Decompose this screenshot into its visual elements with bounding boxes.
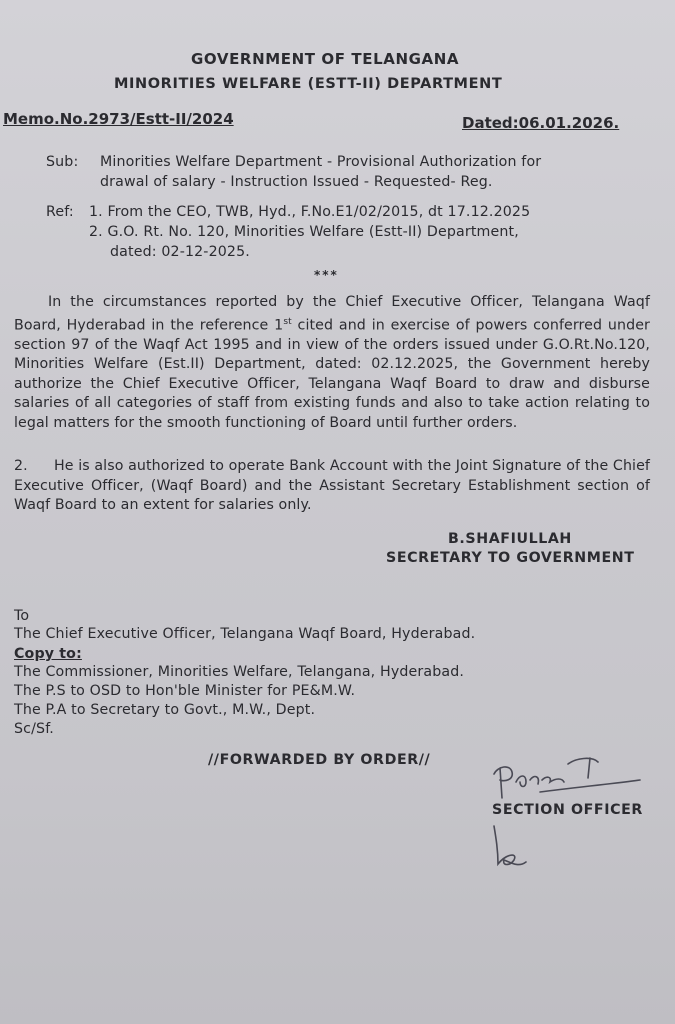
department-heading: MINORITIES WELFARE (ESTT-II) DEPARTMENT	[114, 76, 503, 92]
memo-date: Dated:06.01.2026.	[462, 114, 620, 132]
reference-2-line-2: dated: 02-12-2025.	[110, 244, 250, 260]
para1-text: In the circumstances reported by the Chief Executive Officer, Telangana Waqf Board, Hyderabad in the reference 1	[14, 294, 650, 334]
government-heading: GOVERNMENT OF TELANGANA	[191, 50, 460, 68]
subject-label: Sub:	[46, 154, 79, 170]
copy-recipient: Sc/Sf.	[14, 721, 54, 737]
to-label: To	[14, 608, 30, 624]
forwarded-by-order: //FORWARDED BY ORDER//	[208, 752, 431, 768]
memo-number: Memo.No.2973/Estt-II/2024	[3, 110, 234, 128]
copy-recipient: The Commissioner, Minorities Welfare, Telangana, Hyderabad.	[14, 664, 465, 680]
reference-label: Ref:	[46, 204, 74, 220]
para2-text: He is also authorized to operate Bank Account with the Joint Signature of the Chief Executive Officer, (Waqf Board) and the Assistant Secretary Establishment section of Waqf Board to an extent for salaries only.	[14, 458, 650, 513]
subject-line-1: Minorities Welfare Department - Provisional Authorization for	[100, 154, 542, 170]
copy-to-label: Copy to:	[14, 646, 82, 662]
reference-1: 1. From the CEO, TWB, Hyd., F.No.E1/02/2015, dt 17.12.2025	[89, 204, 531, 220]
signatory-title: SECRETARY TO GOVERNMENT	[386, 550, 635, 566]
copy-recipient: The P.S to OSD to Hon'ble Minister for PE&M.W.	[14, 683, 356, 699]
subject-line-2: drawal of salary - Instruction Issued - Requested- Reg.	[100, 174, 493, 190]
signatory-name: B.SHAFIULLAH	[448, 531, 572, 547]
para1-text-continued: cited and in exercise of powers conferred under section 97 of the Waqf Act 1995 and in view of the orders issued under G.O.Rt.No.120, Minorities Welfare (Est.II) Department, dated: 02.12.2025, the Government hereby authorize the Chief Executive Officer, Telangana Waqf Board to draw and disburse salaries of all categories of staff from existing funds and also to take action relating to legal matters for the smooth functioning of Board until further orders.	[14, 317, 650, 431]
reference-2-line-1: 2. G.O. Rt. No. 120, Minorities Welfare (Estt-II) Department,	[89, 224, 519, 240]
separator-stars: ***	[314, 268, 339, 282]
section-officer: SECTION OFFICER	[492, 802, 643, 818]
para1-superscript: st	[283, 316, 292, 327]
para2-number: 2.	[14, 458, 28, 474]
body-paragraph-1	[14, 293, 650, 433]
copy-recipient: The P.A to Secretary to Govt., M.W., Dept.	[14, 702, 316, 718]
body-paragraph-2	[14, 457, 650, 516]
to-addressee: The Chief Executive Officer, Telangana Waqf Board, Hyderabad.	[14, 626, 476, 642]
